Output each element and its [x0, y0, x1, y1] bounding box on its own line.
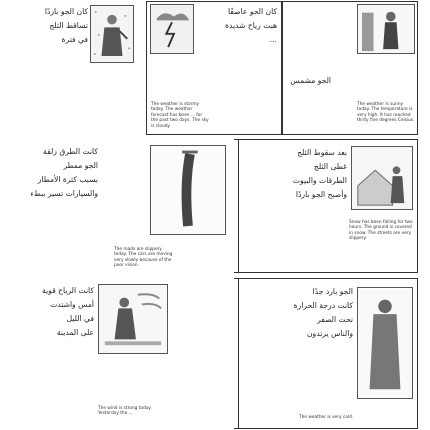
cold-arabic — [243, 285, 353, 341]
snowfall-english: Snow has been falling for two hours. The ground is covered in snow. The streets are very slippery. — [349, 220, 413, 242]
rain-picture — [150, 145, 226, 235]
arabic-line: تساقط الثلج — [49, 21, 88, 30]
wind-english: The wind is strong today. Yesterday the ... — [98, 406, 152, 417]
arabic-line: الطرقات والبيوت — [292, 176, 347, 185]
card-rain — [14, 139, 234, 273]
card-snowfall — [238, 139, 418, 273]
sunny-picture — [357, 4, 415, 54]
arabic-line: في الليل — [66, 314, 94, 323]
arabic-line: الجو ممطر — [63, 161, 98, 170]
card-wind — [14, 278, 234, 429]
arabic-line: الجو بارد جدًا — [312, 287, 353, 296]
stormy-icon — [151, 5, 193, 53]
snowfall-arabic — [243, 146, 347, 202]
arabic-line: على المدينة — [56, 328, 94, 337]
snowfall-icon — [352, 147, 412, 209]
arabic-line: بعد سقوط الثلج — [297, 148, 347, 157]
arabic-line: بسبب كثرة الأمطار — [37, 175, 98, 184]
arabic-line: في فترة — [61, 35, 88, 44]
arabic-line: كان الجو عاصفًا — [227, 7, 277, 16]
stormy-picture — [150, 4, 194, 54]
wind-picture — [98, 284, 168, 354]
cold-icon — [358, 288, 412, 398]
arabic-line: الجو مشمس — [290, 76, 331, 85]
arabic-line: هبت رياح شديدة — [224, 21, 277, 30]
rain-arabic — [18, 145, 98, 201]
snowfall-picture — [351, 146, 413, 210]
arabic-line: كانت الطرق زلقة — [43, 147, 98, 156]
stormy-english: The weather is stormy today. The weather forecast has been ... for the past two days. The sky is cloudy. — [151, 102, 209, 129]
card-sunny — [282, 1, 418, 135]
sunny-arabic — [287, 74, 331, 88]
rain-icon — [151, 146, 225, 234]
arabic-line: كانت درجة الحرارة — [293, 301, 353, 310]
cold-english: The weather is very cold. — [299, 415, 354, 420]
arabic-line: كان الجو باردًا — [44, 7, 88, 16]
snow-icon — [91, 6, 133, 62]
wind-icon — [99, 285, 167, 353]
card-snow — [14, 1, 146, 135]
cold-picture — [357, 287, 413, 399]
card-stormy — [146, 1, 282, 135]
wind-arabic — [18, 284, 94, 340]
sunny-english: The weather is sunny today. The temperature is very high. It has reached thirty five degrees Celsius. — [357, 102, 415, 124]
arabic-line: غطى الثلج — [313, 162, 347, 171]
arabic-line: أمس واشتدت — [50, 300, 94, 309]
arabic-line: والسيارات تسير ببطء — [30, 189, 98, 198]
snow-arabic — [18, 5, 88, 47]
arabic-line: وأصبح الجو باردًا — [295, 190, 347, 199]
sunny-icon — [358, 5, 414, 53]
snow-picture — [90, 5, 134, 63]
arabic-line: ... — [269, 35, 277, 44]
arabic-line: والناس يرتدون — [306, 329, 353, 338]
rain-english: The roads are slippery today. The cars are moving very slowly because of the poor vision. — [114, 247, 173, 269]
arabic-line: كانت الرياح قوية — [41, 286, 94, 295]
arabic-line: تحت الصفر — [317, 315, 353, 324]
card-cold — [238, 278, 418, 429]
